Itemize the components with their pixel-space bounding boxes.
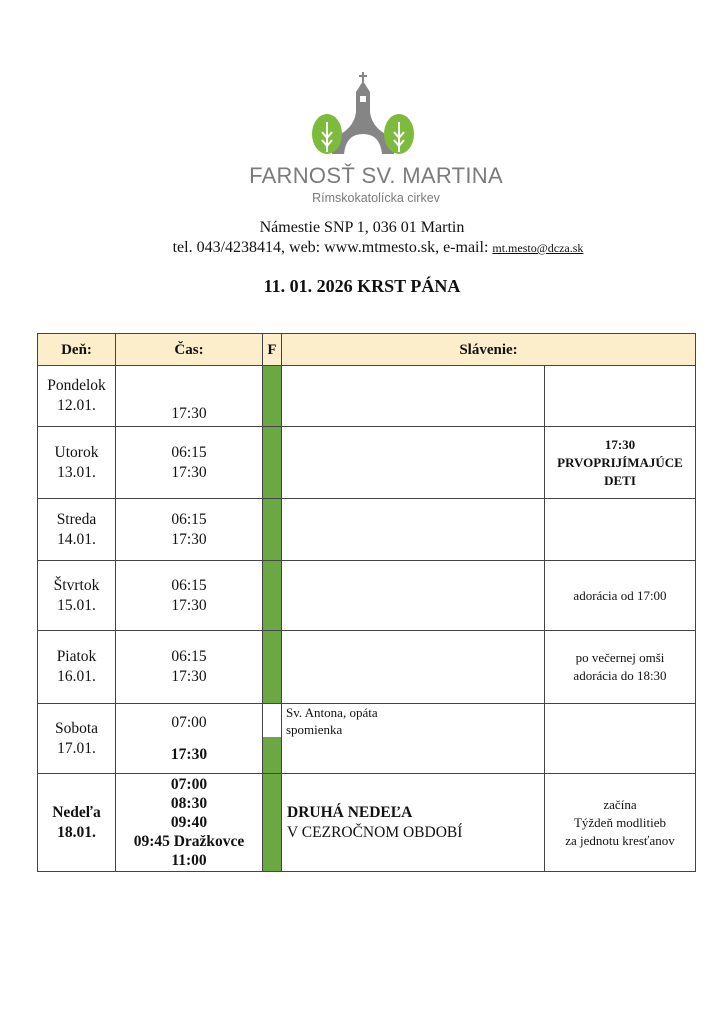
mass-time: 09:45 Dražkovce (133, 833, 245, 850)
mass-time: 17:30 (171, 405, 207, 422)
address: Námestie SNP 1, 036 01 Martin (259, 219, 465, 236)
note-line: Týždeň modlitieb (573, 814, 667, 830)
note-cell (545, 631, 696, 704)
table-row (38, 427, 696, 499)
time-cell (116, 366, 263, 427)
contact-line (16, 239, 724, 257)
day-name: Pondelok (47, 377, 106, 394)
time-cell (116, 631, 263, 704)
celebration-cell (282, 561, 545, 631)
celebration-cell (282, 499, 545, 561)
note-cell (545, 704, 696, 774)
org-subtitle: Rímskokatolícka cirkev (312, 191, 440, 205)
day-cell (38, 631, 116, 704)
page-title: 11. 01. 2026 KRST PÁNA (263, 276, 461, 296)
note-line: adorácia do 18:30 (573, 668, 667, 683)
table-row (38, 774, 696, 872)
day-name: Štvrtok (53, 576, 100, 594)
day-name: Piatok (56, 648, 97, 665)
time-cell (116, 704, 263, 774)
celebration-cell (282, 704, 545, 774)
liturgical-color-cell (263, 366, 282, 427)
celebration-line: DRUHÁ NEDEĽA (287, 803, 413, 821)
day-name: Streda (56, 510, 97, 528)
liturgical-color-cell (263, 774, 282, 872)
church-logo-icon (310, 72, 416, 162)
time-cell (116, 427, 263, 499)
day-date: 14.01. (57, 530, 96, 548)
mass-time: 17:30 (171, 596, 207, 614)
day-date: 13.01. (57, 463, 96, 481)
org-name: FARNOSŤ SV. MARTINA (249, 163, 503, 188)
table-row (38, 499, 696, 561)
note-line: po večernej omši (575, 650, 665, 665)
day-date: 12.01. (57, 397, 96, 414)
mass-time: 06:15 (171, 648, 207, 665)
day-date: 16.01. (57, 668, 96, 685)
celebration-cell (282, 774, 545, 872)
mass-time: 06:15 (171, 576, 207, 594)
col-header-celebration: Slávenie: (282, 334, 696, 366)
day-name: Nedeľa (52, 803, 101, 821)
day-date: 18.01. (57, 823, 96, 841)
mass-time: 11:00 (171, 852, 207, 869)
liturgical-color-cell (263, 427, 282, 499)
note-line: DETI (604, 472, 636, 488)
note-cell (545, 366, 696, 427)
liturgical-color-cell (263, 631, 282, 704)
schedule-table (37, 333, 696, 872)
contact-text: tel. 043/4238414, web: www.mtmesto.sk, e-mail: (172, 239, 493, 256)
email-link[interactable]: mt.mesto@dcza.sk (492, 241, 584, 255)
mass-time: 17:30 (171, 464, 207, 481)
liturgical-color-cell (263, 561, 282, 631)
mass-time: 09:40 (170, 814, 208, 831)
table-row (38, 704, 696, 774)
mass-time: 07:00 (171, 713, 207, 731)
day-name: Sobota (54, 719, 99, 737)
mass-time: 06:15 (171, 444, 207, 461)
note-line: za jednotu kresťanov (565, 832, 675, 848)
mass-time: 06:15 (171, 510, 207, 528)
time-cell (116, 774, 263, 872)
celebration-cell (282, 427, 545, 499)
note-line: začína (603, 796, 637, 812)
mass-time: 17:30 (171, 530, 207, 548)
day-date: 15.01. (57, 596, 96, 614)
note-line: 17:30 (604, 436, 636, 452)
mass-time: 17:30 (170, 745, 208, 763)
note-cell: adorácia od 17:00 (545, 561, 696, 631)
celebration-line: V CEZROČNOM OBDOBÍ (287, 823, 463, 841)
mass-time: 17:30 (171, 668, 207, 685)
note-cell (545, 427, 696, 499)
day-cell (38, 499, 116, 561)
day-name: Utorok (54, 443, 99, 461)
mass-time: 07:00 (170, 776, 208, 793)
note-cell (545, 499, 696, 561)
table-row (38, 561, 696, 631)
day-cell (38, 704, 116, 774)
note-cell (545, 774, 696, 872)
day-cell (38, 427, 116, 499)
liturgical-color-cell (263, 499, 282, 561)
celebration-cell (282, 631, 545, 704)
table-row (38, 366, 696, 427)
note-line: PRVOPRIJÍMAJÚCE (557, 454, 683, 470)
celebration-line: spomienka (286, 722, 343, 737)
celebration-cell (282, 366, 545, 427)
day-cell (38, 366, 116, 427)
time-cell (116, 499, 263, 561)
day-cell (38, 561, 116, 631)
liturgical-color-cell (263, 704, 282, 774)
time-cell (116, 561, 263, 631)
day-date: 17.01. (57, 739, 96, 757)
col-header-time: Čas: (116, 334, 263, 366)
col-header-day: Deň: (38, 334, 116, 366)
col-header-f: F (263, 334, 282, 366)
table-row (38, 631, 696, 704)
day-cell (38, 774, 116, 872)
celebration-line: Sv. Antona, opáta (286, 705, 378, 720)
mass-time: 08:30 (170, 795, 208, 812)
table-header-row (38, 334, 696, 366)
